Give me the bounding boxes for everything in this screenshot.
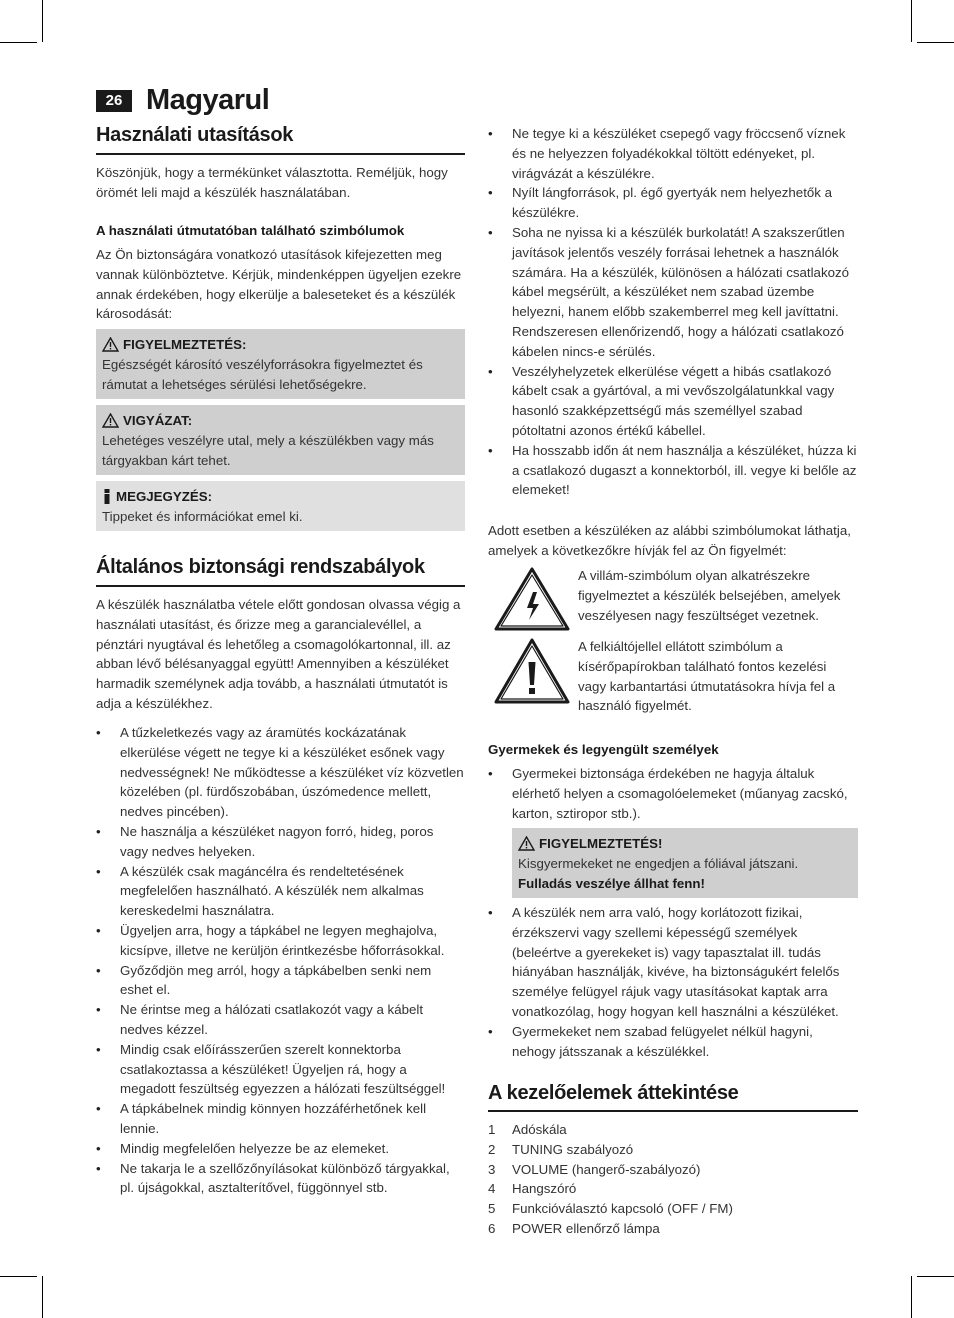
list-item: • Mindig megfelelően helyezze be az elemeket. — [96, 1139, 465, 1159]
list-item: • Gyermekeket nem szabad felügyelet nélkül hagyni, nehogy játsszanak a készülékkel. — [488, 1022, 858, 1062]
crop-mark — [917, 1276, 954, 1277]
section-heading-safety: Általános biztonsági rendszabályok — [96, 556, 425, 578]
section-heading-usage: Használati utasítások — [96, 124, 294, 146]
page-number: 26 — [96, 90, 132, 112]
safety-bullet-list — [96, 723, 465, 1198]
list-item: • Ne használja a készüléket nagyon forró, hideg, poros vagy nedves helyeken. — [96, 822, 465, 862]
info-icon — [102, 489, 112, 504]
list-item: • A készülék nem arra való, hogy korlátozott fizikai, érzékszervi vagy szellemi képességű személyek (beleértve a gyerekeket is) vagy tapasztalat ill. tudás hiányában használják, kivéve, ha biztonságukért felelős személye felügyel rájuk vagy utasításokat kaptak arra vonatkozólag, hogy hogyan kell használni a készüléket. — [488, 903, 858, 1022]
crop-mark — [42, 1276, 43, 1318]
lightning-warning-icon — [493, 566, 571, 632]
crop-mark — [0, 1276, 37, 1277]
list-item — [488, 1219, 858, 1239]
controls-list — [488, 1120, 858, 1239]
list-item: • A tűzkeletkezés vagy az áramütés kockázatának elkerülése végett ne tegye ki a készüléket esőnek vagy nedvességnek! Ne működtesse a készüléket víz közvetlen közelében (pl. fürdőszobában, úszómedence mellett, nedves pincében). — [96, 723, 465, 822]
list-item: • Ne érintse meg a hálózati csatlakozót vagy a kábelt nedves kézzel. — [96, 1000, 465, 1040]
warning-triangle-icon — [102, 413, 119, 428]
children-warning-title: FIGYELMEZTETÉS! — [539, 836, 663, 851]
list-item: • Soha ne nyissa ki a készülék burkolatát! A szakszerűtlen javítások jelentős veszély forrásai lehetnek a használók számára. Ha a készülék, különösen a hálózati csatlakozó kábel megsérült, a készüléket nem szabad üzembe helyezni, hanem előbb szakemberrel meg kell javíttatni. Rendszeresen ellenőrizendő, hogy a hálózati csatlakozó kábelen nincs-e sérülés. — [488, 223, 858, 362]
list-item: • Győződjön meg arról, hogy a tápkábelben senki nem eshet el. — [96, 961, 465, 1001]
crop-mark — [0, 42, 37, 43]
children-subheading: Gyermekek és legyengült személyek — [488, 742, 719, 757]
item-label: POWER ellenőrző lámpa — [512, 1220, 660, 1236]
children-bullet-list-2 — [488, 903, 858, 1061]
heading-rule — [488, 1110, 858, 1112]
item-label: Funkcióválasztó kapcsoló (OFF / FM) — [512, 1201, 733, 1217]
item-number: 5 — [488, 1201, 496, 1217]
warning-triangle-icon — [102, 337, 119, 352]
heading-rule — [96, 153, 465, 155]
list-item — [488, 1140, 858, 1160]
caution-box — [96, 405, 465, 475]
list-item: • Gyermekei biztonsága érdekében ne hagyja általuk elérhető helyen a csomagolóelemeket (műanyag zacskó, karton, sztiropor stb.). — [488, 764, 858, 823]
children-warning-text: Kisgyermekeket ne engedjen a fóliával játszani. — [518, 855, 799, 871]
item-number: 6 — [488, 1220, 496, 1236]
warning-triangle-icon — [518, 836, 535, 851]
list-item: • Ügyeljen arra, hogy a tápkábel ne legyen meghajolva, kicsípve, illetve ne kerüljön érintkezésbe hőforrásokkal. — [96, 921, 465, 961]
list-item — [488, 1120, 858, 1140]
children-warning-bold-text: Fulladás veszélye állhat fenn! — [518, 875, 705, 891]
note-text: Tippeket és információkat emel ki. — [102, 508, 303, 524]
list-item: • A tápkábelnek mindig könnyen hozzáférhetőnek kell lennie. — [96, 1099, 465, 1139]
safety-bullet-list-continued — [488, 124, 858, 500]
symbols-subheading: A használati útmutatóban található szimbólumok — [96, 223, 405, 238]
lightning-symbol-text: A villám-szimbólum olyan alkatrészekre figyelmeztet a készülék belsejében, amelyek veszélyesen nagy feszültséget vezetnek. — [578, 568, 841, 623]
list-item: • Nyílt lángforrások, pl. égő gyertyák nem helyezhetők a készülékre. — [488, 183, 858, 223]
item-label: Adóskála — [512, 1122, 567, 1137]
warning-text: Egészségét károsító veszélyforrásokra figyelmeztet és rámutat a lehetséges sérülési lehetőségekre. — [102, 356, 423, 392]
list-item: • Mindig csak előírásszerűen szerelt konnektorba csatlakoztassa a készüléket! Ügyeljen rá, hogy a megadott feszültség egyezzen a hálózati feszültséggel! — [96, 1040, 465, 1099]
exclamation-warning-icon — [493, 637, 571, 705]
list-item: • Ne tegye ki a készüléket csepegő vagy fröccsenő víznek és ne helyezzen folyadékokkal töltött edényeket, pl. virágvázát a készülékre. — [488, 124, 858, 183]
heading-rule — [96, 585, 465, 587]
list-item — [488, 1179, 858, 1199]
crop-mark — [917, 42, 954, 43]
children-warning-box — [512, 828, 858, 898]
caution-title: VIGYÁZAT: — [123, 413, 193, 428]
item-number: 4 — [488, 1181, 496, 1197]
symbols-paragraph: Az Ön biztonságára vonatkozó utasítások kifejezetten meg vannak különböztetve. Kérjük, mindenképpen ügyeljen ezekre annak érdekében, hogy elkerülje a baleseteket és a készülék károsodását: — [96, 247, 462, 322]
item-number: 2 — [488, 1141, 496, 1157]
item-label: VOLUME (hangerő-szabályozó) — [512, 1161, 701, 1177]
crop-mark — [911, 0, 912, 42]
item-label: TUNING szabályozó — [512, 1141, 634, 1157]
crop-mark — [911, 1276, 912, 1318]
list-item: • Veszélyhelyzetek elkerülése végett a hibás csatlakozó kábelt csak a gyártóval, a mi vevőszolgálatunkkal vagy hasonló szakképzettségű más személlyel szabad pótoltatni azonos értékű kábellel. — [488, 362, 858, 441]
note-box — [96, 481, 465, 531]
page-title: Magyarul — [146, 84, 270, 116]
warning-box — [96, 329, 465, 399]
list-item — [488, 1199, 858, 1219]
crop-mark — [42, 0, 43, 42]
children-warning-body — [518, 854, 852, 894]
safety-intro-paragraph: A készülék használatba vétele előtt gondosan olvassa végig a használati utasítást, és őrizze meg a garancialevéllel, a pénztári nyugtával és lehetőleg a csomagolókartonnal, ill. az abban lévő bélésanyaggal együtt! Amennyiben a készüléket harmadik személynek adja tovább, a használati útmutatót is adja a készülékhez. — [96, 597, 461, 711]
list-item: • Ha hosszabb időn át nem használja a készüléket, húzza ki a csatlakozó dugaszt a konnektorból, ill. vegye ki belőle az elemeket! — [488, 441, 858, 500]
warning-title: FIGYELMEZTETÉS: — [123, 337, 247, 352]
section-heading-controls: A kezelőelemek áttekintése — [488, 1082, 739, 1104]
list-item: • Ne takarja le a szellőzőnyílásokat különböző tárgyakkal, pl. újságokkal, asztalterítővel, függönnyel stb. — [96, 1159, 465, 1199]
children-bullet-list — [488, 764, 858, 823]
list-item — [488, 1160, 858, 1180]
exclamation-symbol-text: A felkiáltójellel ellátott szimbólum a kísérőpapírokban található fontos kezelési vagy karbantartási útmutatásokra hívja fel a használó figyelmét. — [578, 639, 836, 714]
item-number: 3 — [488, 1161, 496, 1177]
device-symbols-intro: Adott esetben a készüléken az alábbi szimbólumokat láthatja, amelyek a következőkre hívják fel az Ön figyelmét: — [488, 523, 851, 558]
intro-paragraph: Köszönjük, hogy a termékünket választotta. Reméljük, hogy örömét leli majd a készülék használatában. — [96, 165, 448, 200]
item-number: 1 — [488, 1122, 496, 1137]
caution-text: Lehetéges veszélyre utal, mely a készülékben vagy más tárgyakban kárt tehet. — [102, 432, 434, 468]
item-label: Hangszóró — [512, 1181, 577, 1197]
list-item: • A készülék csak magáncélra és rendeltetésének megfelelően használható. A készülék nem alkalmas kereskedelmi használatra. — [96, 862, 465, 921]
note-title: MEGJEGYZÉS: — [116, 489, 213, 504]
